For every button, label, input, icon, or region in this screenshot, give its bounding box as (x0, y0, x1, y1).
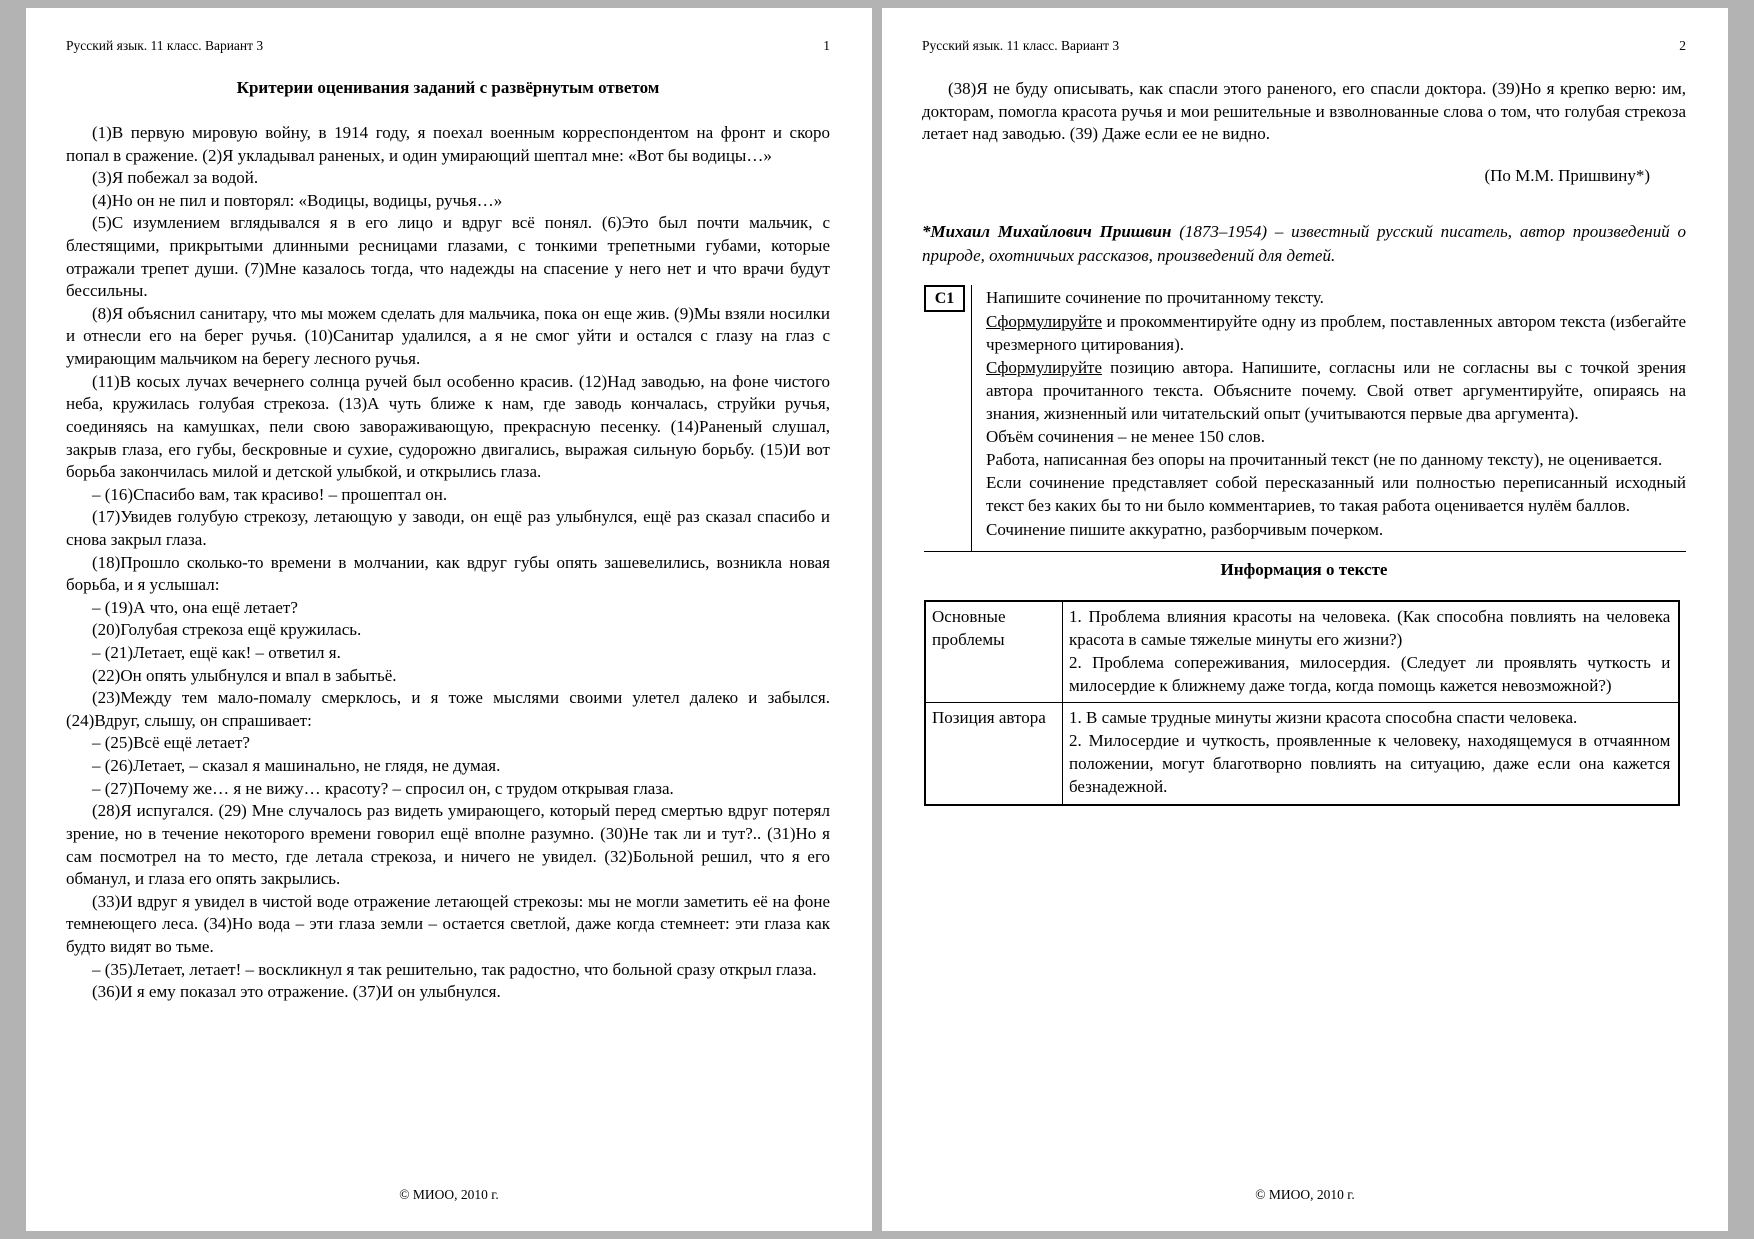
paragraph: (17)Увидев голубую стрекозу, летающую у заводи, он ещё раз улыбнулся, ещё раз сказал спасибо и снова закрыл глаза. (66, 507, 830, 549)
page-2 (882, 8, 1728, 1231)
task-label: С1 (924, 285, 965, 312)
header-title: Русский язык. 11 класс. Вариант 3 (922, 38, 1120, 53)
author-bio-text: (1873–1954) – известный русский писатель, автор произведений о природе, охотничьих рассказов, произведений для детей. (922, 221, 1686, 265)
paragraph: (5)С изумлением вглядывался я в его лицо и вдруг всё понял. (6)Это был почти мальчик, с блестящими, прикрытыми длинными ресницами глазами, с тонкими трепетными губами, которые отражали трепет души. (7)Мне казалось тогда, что надежды на спасение у него нет и что врачи будут бессильны. (66, 213, 830, 301)
paragraph: (8)Я объяснил санитару, что мы можем сделать для мальчика, пока он еще жив. (9)Мы взяли носилки и отнесли его на берег ручья. (10)Санитар удалился, а я не смог уйти и остался с глазу на глаз с умирающим мальчиком на берегу лесного ручья. (66, 303, 830, 369)
paragraph: (38)Я не буду описывать, как спасли этого раненого, его спасли доктора. (39)Но я крепко верю: им, докторам, помогла красота ручья и мои решительные и взволнованные слова о том, что голубая стрекоза летает над заводью. (39) Даже если ее не видно. (922, 79, 1686, 144)
paragraph: – (25)Всё ещё летает? (92, 733, 250, 753)
task-paragraph (986, 356, 1686, 425)
paragraph: (33)И вдруг я увидел в чистой воде отражение летающей стрекозы: мы не могли заметить её на фоне темнеющего леса. (34)Но вода – эти глаза земли – остается светлой, даже когда стемнеет: эти глаза как будто видят во тьме. (66, 891, 830, 956)
paragraph: – (16)Спасибо вам, так красиво! – прошептал он. (92, 484, 448, 504)
table-item: 1. Проблема влияния красоты на человека. (Как способна повлиять на человека красота в самые тяжелые минуты его жизни?) (1069, 606, 1671, 649)
paragraph: – (27)Почему же… я не вижу… красоту? – спросил он, с трудом открывая глаза. (92, 778, 674, 798)
task-paragraph (986, 310, 1686, 356)
paragraph: – (19)А что, она ещё летает? (92, 597, 298, 617)
author-bio (922, 220, 1686, 268)
task-text: Сочинение пишите аккуратно, разборчивым почерком. (986, 519, 1384, 539)
page-header (66, 38, 830, 54)
row-label: Основные проблемы (925, 601, 1063, 703)
paragraph: (23)Между тем мало-помалу смерклось, и я тоже мыслями своими улетел далеко и забылся. (24)Вдруг, слышу, он спрашивает: (66, 688, 830, 730)
task-text: Объём сочинения – не менее 150 слов. (986, 427, 1265, 447)
paragraph: (18)Прошло сколько-то времени в молчании, как вдруг губы опять зашевелились, возникла новая борьба, и я услышал: (66, 552, 830, 595)
page-footer: © МИОО, 2010 г. (399, 1187, 499, 1202)
row-label: Позиция автора (925, 703, 1063, 805)
paragraph: (1)В первую мировую войну, в 1914 году, я поехал военным корреспондентом на фронт и скоро попал в сражение. (2)Я укладывал раненых, и один умирающий шептал мне: «Вот бы водицы…» (66, 123, 830, 165)
paragraph: (36)И я ему показал это отражение. (37)И он улыбнулся. (92, 982, 501, 1002)
header-title: Русский язык. 11 класс. Вариант 3 (66, 38, 264, 53)
task-text: Если сочинение представляет собой пересказанный или полностью переписанный исходный текст без каких бы то ни было комментариев, то такая работа оценивается нулём баллов. (986, 473, 1686, 516)
task-text: и прокомментируйте одну из проблем, поставленных автором текста (избегайте чрезмерного цитирования). (986, 311, 1686, 354)
table-item: 2. Милосердие и чуткость, проявленные к человеку, находящемуся в отчаянном положении, могут благотворно повлиять на ситуацию, даже если она кажется безнадежной. (1069, 731, 1671, 797)
page-footer: © МИОО, 2010 г. (1255, 1187, 1355, 1202)
task-label-column (924, 285, 971, 550)
task-paragraph (986, 425, 1686, 448)
task-c1 (924, 285, 1686, 551)
info-table (924, 600, 1680, 806)
paragraph: – (21)Летает, ещё как! – ответил я. (92, 643, 341, 663)
table-row (925, 601, 1679, 703)
row-content (1063, 703, 1680, 805)
paragraph: – (26)Летает, – сказал я машинально, не глядя, не думая. (92, 756, 501, 776)
table-item: 2. Проблема сопереживания, милосердия. (Следует ли проявлять чуткость и милосердие к ближнему даже тогда, когда помощь кажется невозможной?) (1069, 652, 1671, 695)
info-section-title: Информация о тексте (1220, 559, 1388, 579)
table-item: 1. В самые трудные минуты жизни красота способна спасти человека. (1069, 708, 1578, 728)
task-paragraph (986, 471, 1686, 517)
document-title: Критерии оценивания заданий с развёрнутым ответом (236, 78, 660, 97)
paragraph: – (35)Летает, летает! – воскликнул я так решительно, так радостно, что больной сразу открыл глаза. (92, 959, 817, 979)
task-paragraph (986, 448, 1686, 471)
paragraph: (3)Я побежал за водой. (92, 168, 259, 188)
table-row (925, 703, 1679, 805)
task-text: Напишите сочинение по прочитанному тексту. (986, 288, 1324, 308)
underlined-word: Сформулируйте (986, 311, 1103, 331)
page-number: 1 (823, 38, 830, 53)
row-content (1063, 601, 1680, 703)
paragraph: (20)Голубая стрекоза ещё кружилась. (92, 620, 362, 640)
author-name: *Михаил Михайлович Пришвин (922, 221, 1172, 241)
task-body (971, 285, 1686, 550)
paragraph: (28)Я испугался. (29) Мне случалось раз видеть умирающего, который перед смертью вдруг потерял зрение, но в течение некоторого времени говорил ещё вполне разумно. (30)Не так ли и тут?.. (31)Но я сам посмотрел на то место, где летала стрекоза, и ничего не увидел. (32)Больной решил, что я его обманул, и глаза его опять закрылись. (66, 801, 830, 889)
paragraph: (22)Он опять улыбнулся и впал в забытьё. (92, 665, 397, 685)
paragraph: (4)Но он не пил и повторял: «Водицы, водицы, ручья…» (92, 190, 503, 210)
task-text: позицию автора. Напишите, согласны или не согласны вы с точкой зрения автора прочитанного текста. Объясните почему. Свой ответ аргументируйте, опираясь на знания, жизненный или читательский опыт (учитываются первые два аргумента). (986, 357, 1686, 423)
task-paragraph (986, 518, 1686, 541)
task-text: Работа, написанная без опоры на прочитанный текст (не по данному тексту), не оценивается. (986, 450, 1663, 470)
page-number: 2 (1679, 38, 1686, 53)
underlined-word: Сформулируйте (986, 357, 1103, 377)
page-header (922, 38, 1686, 54)
author-attribution: (По М.М. Пришвину*) (1484, 165, 1650, 185)
page-1 (26, 8, 872, 1231)
task-paragraph (986, 286, 1686, 309)
paragraph: (11)В косых лучах вечернего солнца ручей был особенно красив. (12)Над заводью, на фоне чистого неба, кружилась голубая стрекоза. (13)А чуть ближе к нам, где заводь кончалась, струйки ручья, соединяясь на камушках, пели свою завораживающую, прекрасную песенку. (14)Раненый слушал, закрыв глаза, его губы, бескровные и сухие, судорожно двигались, выражая сильную борьбу. (15)И вот борьба закончилась милой и детской улыбкой, и открылись глаза. (66, 371, 830, 482)
